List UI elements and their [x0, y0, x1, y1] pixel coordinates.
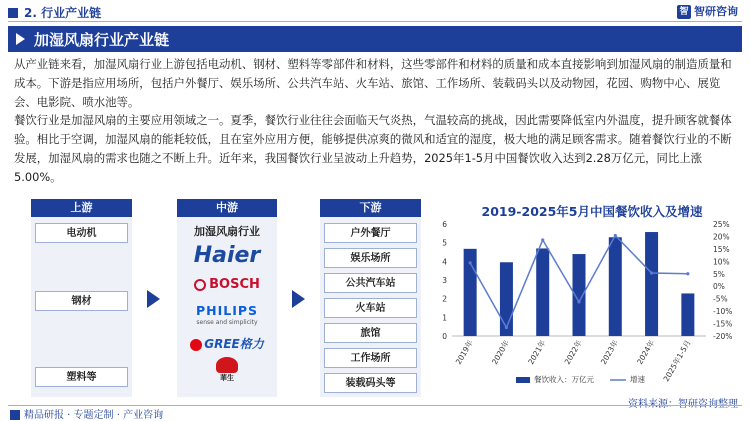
y-right-tick-7: 15% [713, 244, 730, 254]
section-title: 2. 行业产业链 [24, 6, 102, 20]
legend-bar-label: 餐饮收入：万亿元 [534, 375, 594, 384]
x-tick-3: 2022年 [562, 338, 584, 367]
logo-icon: 智 [677, 5, 691, 19]
downstream-item-bus-station: 公共汽车站 [324, 273, 417, 293]
footer-tagline: 精品研报 · 专题定制 · 产业咨询 [10, 406, 163, 421]
growth-point-2 [541, 238, 544, 241]
downstream-item-workplace: 工作场所 [324, 348, 417, 368]
y-left-tick-3: 3 [442, 276, 447, 285]
brand-haier-logo: Haier [193, 243, 261, 268]
downstream-item-train-station: 火车站 [324, 298, 417, 318]
huasheng-emblem-icon [216, 357, 238, 373]
title-banner [8, 26, 742, 52]
play-arrow-icon [16, 33, 25, 45]
x-tick-1: 2020年 [490, 338, 512, 367]
y-right-tick-8: 20% [713, 232, 730, 242]
y-right-tick-5: 5% [713, 269, 725, 279]
growth-point-0 [469, 261, 472, 264]
brand-philips-logo: PHILIPS [195, 303, 259, 318]
y-right-tick-0: -20% [713, 332, 733, 341]
header-divider [8, 21, 742, 22]
y-right-tick-4: 0% [713, 282, 725, 292]
y-left-tick-2: 2 [442, 294, 447, 304]
gree-emblem-icon [190, 339, 202, 351]
y-right-tick-2: -10% [713, 307, 733, 317]
bar-6 [681, 293, 694, 336]
paragraph-catering: 餐饮行业是加湿风扇的主要应用领域之一。夏季，餐饮行业往往会面临天气炎热，气温较高的挑战，因此需要降低室内外温度，提升顾客就餐体验。相比于空调，加湿风扇的能耗较低，且在室外应用方便，能够提供凉爽的微风和适宜的湿度，极大地的满足顾客需求。随着餐饮行业的不断发展，加湿风扇的需求也随之不断上升。近年来，我国餐饮行业呈波动上升趋势，2025年1-5月中国餐饮收入达到2.28万亿元，同比上涨5.00%。 [14, 113, 732, 184]
brand-gree-logo: GREE格力 [177, 335, 277, 352]
downstream-item-loading-dock: 装载码头等 [324, 373, 417, 393]
upstream-item-steel: 钢材 [35, 291, 128, 311]
brand-huasheng-logo: 華生 [177, 357, 277, 383]
chart-title: 2019-2025年5月中国餐饮收入及增速 [481, 204, 703, 219]
y-right-tick-1: -15% [713, 319, 733, 329]
downstream-item-hotel: 旅馆 [324, 323, 417, 343]
philips-tagline: sense and simplicity [196, 319, 258, 326]
page-title: 加湿风扇行业产业链 [34, 31, 170, 49]
midstream-header: 中游 [177, 199, 277, 217]
top-header [0, 0, 750, 26]
y-right-tick-9: 25% [713, 220, 730, 229]
arrow-mid-to-down-icon [292, 290, 305, 308]
growth-point-6 [686, 272, 689, 275]
arrow-up-to-mid-icon [147, 290, 160, 308]
y-left-tick-5: 5 [442, 238, 447, 248]
growth-point-3 [577, 300, 580, 303]
x-tick-0: 2019年 [453, 338, 475, 367]
legend-bar-swatch [516, 377, 530, 383]
brand-bosch-logo: BOSCH [177, 277, 277, 292]
x-tick-6: 2025年1-5月 [661, 338, 693, 384]
upstream-header: 上游 [31, 199, 132, 217]
revenue-growth-chart [430, 216, 746, 396]
growth-point-1 [505, 326, 508, 329]
bosch-emblem-icon [194, 279, 206, 291]
section-marker-icon [8, 8, 18, 18]
upstream-item-motor: 电动机 [35, 223, 128, 243]
downstream-item-entertainment: 娱乐场所 [324, 248, 417, 268]
bar-2 [536, 248, 549, 336]
growth-point-5 [650, 271, 653, 274]
midstream-panel [177, 199, 277, 397]
x-tick-5: 2024年 [635, 338, 657, 367]
y-left-tick-6: 6 [442, 220, 447, 229]
bar-4 [609, 237, 622, 336]
x-tick-4: 2023年 [598, 338, 621, 367]
logo-text: 智研咨询 [694, 5, 738, 18]
footer-logo-icon [10, 410, 20, 420]
y-right-tick-6: 10% [713, 257, 730, 267]
source-note [628, 395, 738, 410]
downstream-header: 下游 [320, 199, 421, 217]
downstream-item-outdoor-restaurant: 户外餐厅 [324, 223, 417, 243]
y-left-tick-1: 1 [442, 313, 447, 323]
legend-line-label: 增速 [630, 375, 645, 384]
y-left-tick-4: 4 [442, 257, 447, 267]
upstream-panel [31, 199, 132, 397]
downstream-panel [320, 199, 421, 397]
midstream-label: 加湿风扇行业 [194, 225, 260, 238]
x-tick-2: 2021年 [526, 338, 548, 367]
bar-5 [645, 232, 658, 336]
growth-point-4 [614, 234, 617, 237]
brand-logo [677, 3, 738, 19]
y-left-tick-0: 0 [442, 332, 447, 341]
paragraph-industry-chain: 从产业链来看，加湿风扇行业上游包括电动机、钢材、塑料等零部件和材料，这些零部件和材料的质量和成本直接影响到加湿风扇的制造质量和成本。下游是指应用场所，包括户外餐厅、娱乐场所、公共汽车站、火车站、旅馆、工作场所、装载码头以及动物园，花园、购物中心、展览会、电影院、喷水池等。 [14, 57, 732, 109]
y-right-tick-3: -5% [713, 294, 728, 304]
upstream-item-plastic: 塑料等 [35, 367, 128, 387]
bar-1 [500, 262, 513, 336]
